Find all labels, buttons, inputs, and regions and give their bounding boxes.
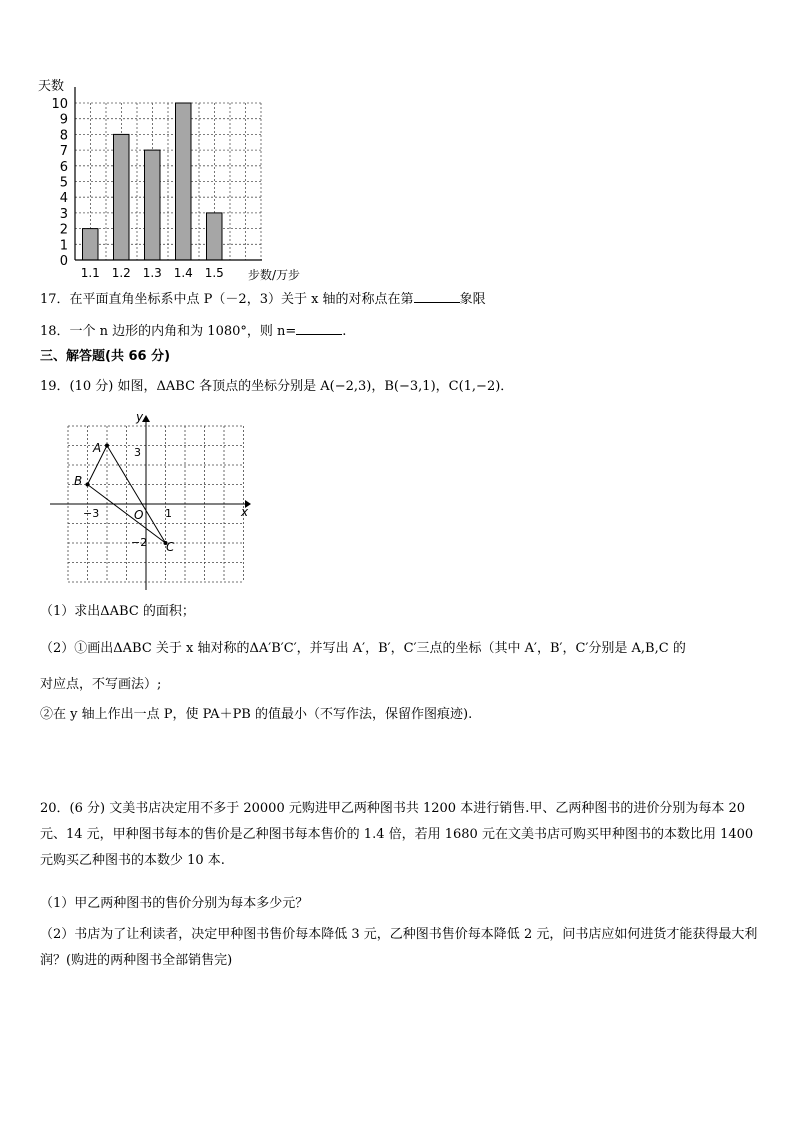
- y-axis-name: y: [136, 410, 144, 424]
- y-tick-label: 10: [51, 97, 68, 112]
- q19-intro: 19．(10 分) 如图，ΔABC 各顶点的坐标分别是 A(−2,3)，B(−3,1)，C(1,−2)．: [40, 379, 514, 394]
- x-tick-label: 1.4: [173, 266, 193, 280]
- coordinate-figure: [45, 410, 255, 595]
- bar-chart: [30, 72, 320, 287]
- q20-part1: （1）甲乙两种图书的售价分别为每本多少元？: [40, 896, 309, 911]
- bar-1.4: [176, 103, 192, 260]
- bar-1.3: [145, 150, 161, 260]
- tick-x-neg3: −3: [83, 507, 100, 520]
- q20-body: 20．(6 分) 文美书店决定用不多于 20000 元购进甲乙两种图书共 1200 本进行销售.甲、乙两种图书的进价分别为每本 20 元、14 元，甲种图书每本的售价是乙种图书每本售价的 1.4 倍，若用 1680 元在文美书店可购买甲种图书的本数比用 1400 元购买乙种图书的本数少 10 本.: [40, 801, 754, 868]
- tick-y-3: 3: [134, 446, 141, 459]
- chart-grid: [75, 103, 261, 260]
- q19-part3: ②在 y 轴上作出一点 P，使 PA＋PB 的值最小（不写作法，保留作图痕迹).: [40, 707, 473, 722]
- q18-text: 18．一个 n 边形的内角和为 1080°，则 n=: [40, 324, 297, 339]
- label-origin: O: [134, 508, 144, 522]
- x-tick-label: 1.2: [111, 266, 131, 280]
- label-b: B: [74, 474, 83, 488]
- y-tick-label: 3: [59, 206, 68, 222]
- q17-answer-blank[interactable]: [414, 290, 460, 303]
- x-tick-label: 1.3: [142, 266, 162, 280]
- q17-text: 17．在平面直角坐标系中点 P（－2，3）关于 x 轴的对称点在第: [40, 292, 414, 307]
- x-axis-label: 步数/万步: [248, 268, 301, 282]
- y-tick-label: 4: [59, 191, 68, 207]
- q18-answer-blank[interactable]: [296, 322, 342, 335]
- bar-1.2: [114, 134, 130, 260]
- tick-y-neg2: −2: [131, 536, 148, 549]
- y-tick-label: 6: [59, 159, 68, 175]
- label-a: A: [93, 441, 102, 455]
- section-3-title: 三、解答题(共 66 分): [40, 349, 171, 364]
- y-tick-label: 1: [59, 238, 68, 254]
- tick-x-1: 1: [165, 507, 172, 520]
- y-tick-label: 7: [59, 144, 68, 160]
- point-a: [105, 444, 109, 448]
- x-tick-label: 1.5: [204, 266, 224, 280]
- x-tick-label: 1.1: [80, 266, 100, 280]
- y-tick-label: 5: [59, 175, 68, 191]
- question-17: [40, 290, 486, 309]
- q17-suffix: 象限: [459, 292, 486, 307]
- q19-part2b: 对应点，不写画法）;: [40, 677, 162, 692]
- y-axis-arrow-icon: [142, 415, 150, 422]
- x-tick-labels: [81, 266, 224, 280]
- y-tick-label: 0: [59, 254, 68, 269]
- point-b: [86, 483, 90, 487]
- label-c: C: [166, 540, 175, 554]
- q20-part2: （2）书店为了让利读者，决定甲种图书售价每本降低 3 元，乙种图书售价每本降低 2 元，问书店应如何进货才能获得最大利润？(购进的两种图书全部销售完): [40, 927, 758, 968]
- q19-part1: （1）求出ΔABC 的面积；: [40, 604, 195, 619]
- q18-suffix: .: [342, 324, 347, 339]
- x-axis-name: x: [241, 505, 249, 519]
- bar-1.5: [207, 213, 223, 260]
- y-tick-label: 8: [59, 128, 68, 144]
- q19-part2a: （2）①画出ΔABC 关于 x 轴对称的ΔA′B′C′，并写出 A′，B′，C′三点的坐标（其中 A′，B′，C′分别是 A,B,C 的: [40, 641, 686, 656]
- y-tick-label: 9: [59, 112, 68, 128]
- y-axis-label: 天数: [38, 79, 65, 94]
- bar-1.1: [83, 229, 99, 260]
- y-tick-labels: [51, 97, 68, 269]
- question-18: [40, 322, 346, 341]
- y-tick-label: 2: [59, 222, 68, 238]
